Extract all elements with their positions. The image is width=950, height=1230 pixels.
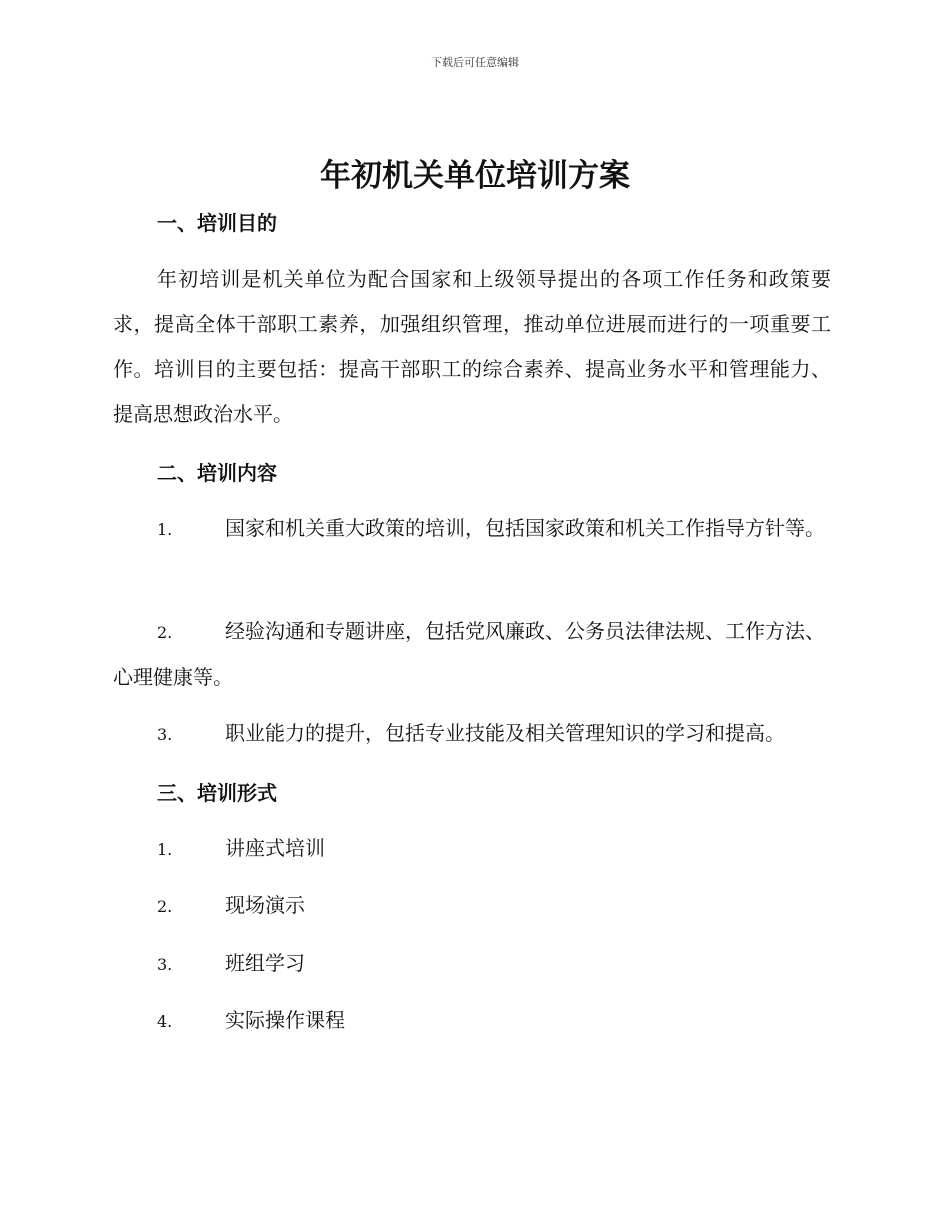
list-item-number: 1. (157, 840, 173, 859)
list-item-number: 2. (157, 623, 173, 642)
list-item-number: 3. (157, 955, 173, 974)
list-item (113, 609, 833, 700)
list-item (113, 711, 833, 757)
list-item (113, 506, 833, 552)
list-item-text: 经验沟通和专题讲座，包括党风廉政、公务员法律法规、工作方法、心理健康等。 (113, 619, 825, 689)
list-item-text: 现场演示 (225, 893, 305, 917)
list-item-text: 实际操作课程 (225, 1008, 345, 1032)
list-item-text: 国家和机关重大政策的培训，包括国家政策和机关工作指导方针等。 (225, 516, 825, 540)
list-item-text: 讲座式培训 (225, 836, 325, 860)
list-item-number: 2. (157, 897, 173, 916)
list-item-text: 班组学习 (225, 951, 305, 975)
section-heading-purpose: 一、培训目的 (157, 211, 277, 235)
list-item-number: 1. (157, 520, 173, 539)
document-title: 年初机关单位培训方案 (320, 158, 630, 194)
list-item (113, 941, 833, 987)
page-header-note: 下载后可任意编辑 (431, 56, 519, 69)
list-item (113, 883, 833, 929)
list-item-number: 4. (157, 1012, 173, 1031)
section-paragraph-purpose: 年初培训是机关单位为配合国家和上级领导提出的各项工作任务和政策要求，提高全体干部职工素养，加强组织管理，推动单位进展而进行的一项重要工作。培训目的主要包括：提高干部职工的综合素养、提高业务水平和管理能力、提高思想政治水平。 (113, 267, 831, 426)
list-item-number: 3. (157, 725, 173, 744)
section-heading-format: 三、培训形式 (157, 781, 277, 805)
list-item-text: 职业能力的提升，包括专业技能及相关管理知识的学习和提高。 (225, 721, 785, 745)
list-item (113, 998, 833, 1044)
section-heading-content: 二、培训内容 (157, 461, 277, 485)
list-item (113, 826, 833, 872)
